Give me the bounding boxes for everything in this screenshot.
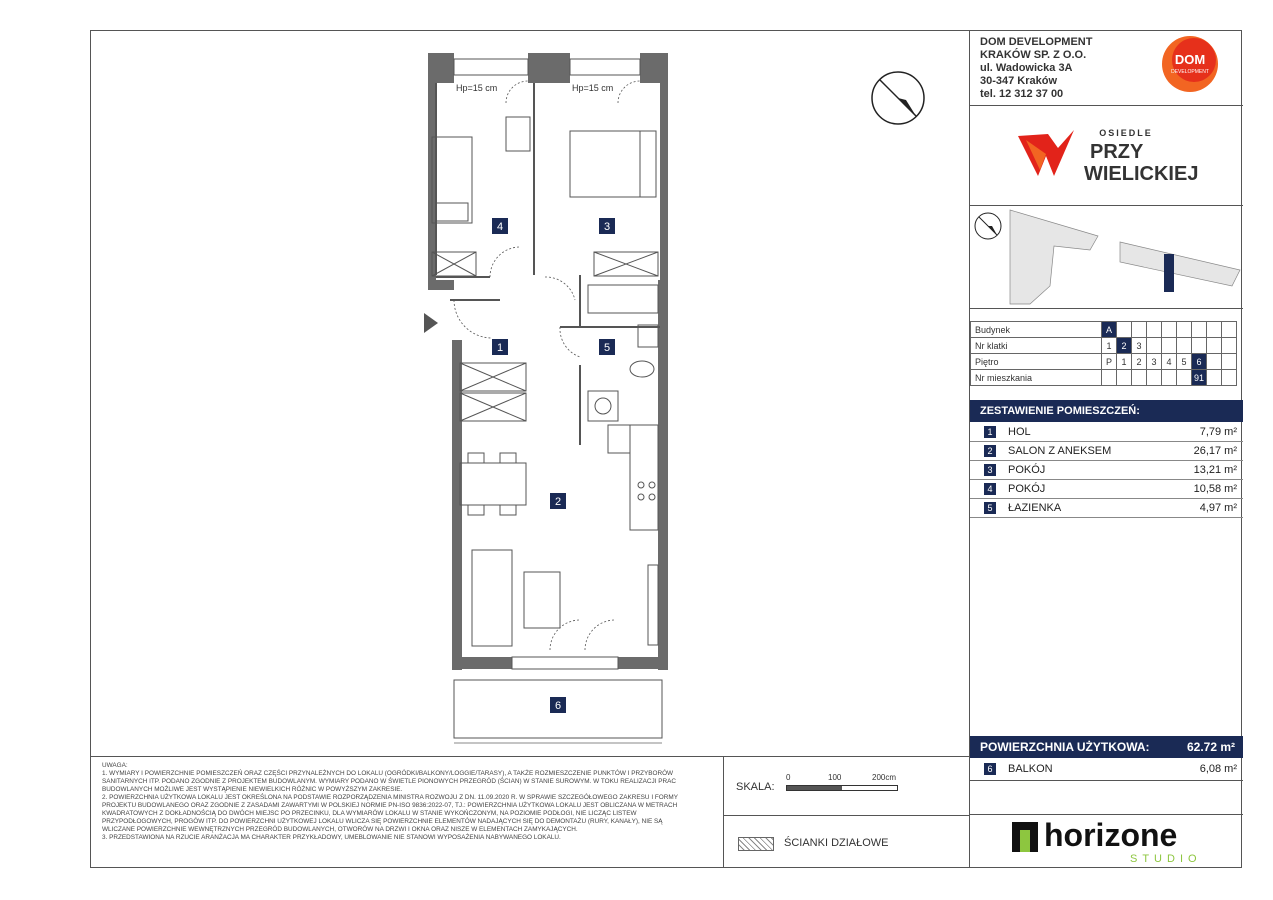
osiedle-text: OSIEDLE bbox=[1099, 128, 1153, 138]
room-name: HOL bbox=[1008, 426, 1031, 438]
room-area: 13,21 m² bbox=[1193, 464, 1237, 476]
meta-cell bbox=[1147, 370, 1162, 386]
scale-box bbox=[724, 756, 969, 868]
project-name-1: PRZY bbox=[1090, 141, 1144, 163]
meta-cell bbox=[1162, 370, 1177, 386]
scale-tick-200: 200cm bbox=[872, 773, 897, 782]
room-row bbox=[970, 442, 1243, 461]
info-panel bbox=[969, 30, 1242, 868]
plan-label-1: 1 bbox=[496, 342, 504, 354]
meta-cell bbox=[1117, 370, 1132, 386]
meta-cell: 6 bbox=[1192, 354, 1207, 370]
meta-cell bbox=[1222, 354, 1237, 370]
scale-tick-0: 0 bbox=[786, 773, 791, 782]
meta-cell bbox=[1192, 338, 1207, 354]
balcony-area: 6,08 m² bbox=[1199, 763, 1237, 775]
room-row bbox=[970, 480, 1243, 499]
meta-cell bbox=[1177, 322, 1192, 338]
balcony-name: BALKON bbox=[1008, 763, 1053, 775]
meta-cell: 5 bbox=[1177, 354, 1192, 370]
total-area-bar bbox=[970, 736, 1243, 758]
meta-row bbox=[971, 354, 1237, 370]
room-num: 1 bbox=[984, 426, 996, 438]
meta-row-label: Piętro bbox=[971, 354, 1102, 370]
plan-label-3: 3 bbox=[603, 221, 611, 233]
meta-cell bbox=[1132, 322, 1147, 338]
room-area: 26,17 m² bbox=[1193, 445, 1237, 457]
meta-cell: 1 bbox=[1102, 338, 1117, 354]
horizone-logo bbox=[1010, 816, 1210, 864]
company-line-3: ul. Wadowicka 3A bbox=[980, 62, 1073, 74]
meta-cell bbox=[1147, 322, 1162, 338]
unit-meta-table bbox=[970, 321, 1237, 386]
room-num: 3 bbox=[984, 464, 996, 476]
room-name: ŁAZIENKA bbox=[1008, 502, 1062, 514]
room-num: 5 bbox=[984, 502, 996, 514]
meta-cell: A bbox=[1102, 322, 1117, 338]
room-area: 7,79 m² bbox=[1199, 426, 1237, 438]
scale-tick-100: 100 bbox=[828, 773, 842, 782]
meta-cell bbox=[1207, 322, 1222, 338]
meta-cell bbox=[1177, 370, 1192, 386]
studio-sub: STUDIO bbox=[1130, 853, 1202, 864]
meta-cell: 1 bbox=[1117, 354, 1132, 370]
room-name: SALON Z ANEKSEM bbox=[1008, 445, 1112, 457]
partition-walls-swatch bbox=[738, 837, 774, 851]
total-area-label: POWIERZCHNIA UŻYTKOWA: bbox=[980, 740, 1150, 754]
meta-row-label: Budynek bbox=[971, 322, 1102, 338]
room-area: 10,58 m² bbox=[1193, 483, 1237, 495]
meta-cell bbox=[1222, 370, 1237, 386]
company-info bbox=[980, 36, 1092, 101]
company-line-2: KRAKÓW SP. Z O.O. bbox=[980, 49, 1087, 61]
floor-plan bbox=[410, 45, 680, 750]
meta-cell: P bbox=[1102, 354, 1117, 370]
hp-label-2: Hp=15 cm bbox=[572, 83, 614, 93]
logo-dom-text: DOM bbox=[1174, 52, 1206, 67]
room-num: 4 bbox=[984, 483, 996, 495]
room-name: POKÓJ bbox=[1008, 464, 1046, 476]
meta-row-label: Nr mieszkania bbox=[971, 370, 1102, 386]
meta-row bbox=[971, 370, 1237, 386]
meta-cell bbox=[1162, 322, 1177, 338]
plan-label-4: 4 bbox=[496, 221, 504, 233]
notes-box bbox=[90, 756, 724, 868]
project-name-2: WIELICKIEJ bbox=[1084, 163, 1199, 185]
osiedle-logo bbox=[1018, 126, 1218, 186]
balcony-num: 6 bbox=[984, 763, 996, 775]
dom-development-logo bbox=[1158, 34, 1222, 94]
meta-cell bbox=[1132, 370, 1147, 386]
meta-cell bbox=[1207, 354, 1222, 370]
scale-bar bbox=[786, 785, 898, 791]
meta-cell bbox=[1117, 322, 1132, 338]
room-row bbox=[970, 499, 1243, 518]
partition-walls-label: ŚCIANKI DZIAŁOWE bbox=[784, 837, 889, 849]
balcony-row bbox=[970, 760, 1243, 778]
company-line-4: 30-347 Kraków bbox=[980, 75, 1058, 87]
meta-cell: 4 bbox=[1162, 354, 1177, 370]
north-arrow-icon bbox=[868, 68, 928, 128]
company-line-1: DOM DEVELOPMENT bbox=[980, 36, 1093, 48]
plan-label-5: 5 bbox=[603, 342, 611, 354]
logo-dom-sub: DEVELOPMENT bbox=[1171, 69, 1209, 75]
hp-label-1: Hp=15 cm bbox=[456, 83, 498, 93]
company-line-5: tel. 12 312 37 00 bbox=[980, 88, 1064, 100]
total-area-value: 62.72 m² bbox=[1186, 740, 1235, 754]
room-area: 4,97 m² bbox=[1199, 502, 1237, 514]
meta-cell bbox=[1162, 338, 1177, 354]
meta-row bbox=[971, 338, 1237, 354]
scale-label: SKALA: bbox=[736, 781, 775, 793]
meta-cell: 2 bbox=[1117, 338, 1132, 354]
plan-label-6: 6 bbox=[554, 700, 562, 712]
meta-cell: 91 bbox=[1192, 370, 1207, 386]
key-plan bbox=[970, 206, 1243, 308]
meta-cell: 3 bbox=[1147, 354, 1162, 370]
meta-cell bbox=[1147, 338, 1162, 354]
meta-cell bbox=[1222, 322, 1237, 338]
meta-row-label: Nr klatki bbox=[971, 338, 1102, 354]
meta-cell: 3 bbox=[1132, 338, 1147, 354]
room-num: 2 bbox=[984, 445, 996, 457]
meta-cell bbox=[1207, 370, 1222, 386]
meta-cell bbox=[1192, 322, 1207, 338]
meta-cell bbox=[1177, 338, 1192, 354]
room-row bbox=[970, 461, 1243, 480]
plan-label-2: 2 bbox=[554, 496, 562, 508]
meta-cell: 2 bbox=[1132, 354, 1147, 370]
rooms-heading: ZESTAWIENIE POMIESZCZEŃ: bbox=[970, 400, 1243, 422]
meta-cell bbox=[1222, 338, 1237, 354]
room-row bbox=[970, 423, 1243, 442]
room-name: POKÓJ bbox=[1008, 483, 1046, 495]
studio-name: horizone bbox=[1044, 817, 1178, 853]
meta-cell bbox=[1102, 370, 1117, 386]
meta-cell bbox=[1207, 338, 1222, 354]
meta-row bbox=[971, 322, 1237, 338]
notes-text: UWAGA: 1. WYMIARY I POWIERZCHNIE POMIESZCZEŃ ORAZ CZĘŚCI PRZYNALEŻNYCH DO LOKALU (OGRÓDKI/BALKONY/LOGGIE/TARASY), A TAKŻE ROZMIESZCZENIE PUNKTÓW I PRZYBORÓW SANITARNYCH ITP. PODANO ZGODNIE Z PROJEKTEM BUDOWLANYM. WYMIARY PODANO W ŚWIETLE PIONOWYCH PRZEGRÓD (ŚCIAN) W STANIE SUROWYM. W TOKU REALIZACJI PRAC BUDOWLANYCH MOŻLIWE JEST WYSTĄPIENIE NIEWIELKICH RÓŻNIC W POWYŻSZYM ZAKRESIE. 2. POWIERZCHNIA UŻYTKOWA LOKALU JEST OKREŚLONA NA PODSTAWIE ROZPORZĄDZENIA MINISTRA ROZWOJU Z DN. 11.09.2020 R. W SPRAWIE SZCZEGÓŁOWEGO ZAKRESU I FORMY PROJEKTU BUDOWLANEGO ORAZ ZGODNIE Z ZASADAMI ZAWARTYMI W POLSKIEJ NORMIE PN-ISO 9836:2022-07, TJ.: POWIERZCHNIA UŻYTKOWA LOKALU JEST OBLICZANA W METRACH KWADRATOWYCH Z DOKŁADNOŚCIĄ DO DWÓCH MIEJSC PO PRZECINKU, DLA WYMIARÓW LOKALU W STANIE WYKOŃCZONYM, NA POZIOMIE PODŁOGI, NIE LICZĄC LISTEW PRZYPODŁOGOWYCH, PROGÓW ITP. DO POWIERZCHNI UŻYTKOWEJ LOKALU WLICZA SIĘ POWIERZCHNIE ELEMENTÓW NADAJĄCYCH SIĘ DO DEMONTAŻU (RURY, KANAŁY), NIE SĄ WLICZANE POWIERZCHNIE WEWNĘTRZNYCH PRZEGRÓD BUDOWLANYCH, OTWORÓW NA DRZWI I OKNA ORAZ NISZE W ELEMENTACH ZAMYKAJĄCYCH. 3. PRZEDSTAWIONA NA RZUCIE ARANŻACJA MA CHARAKTER PRZYKŁADOWY, UMEBLOWANIE NIE STANOWI WYPOSAŻENIA NABYWANEGO LOKALU. bbox=[102, 762, 678, 841]
